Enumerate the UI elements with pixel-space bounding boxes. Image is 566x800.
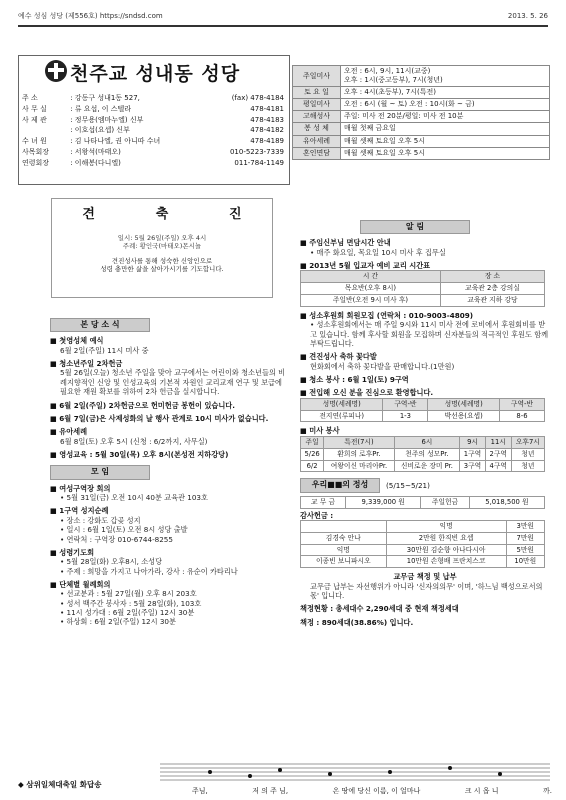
cross-logo-icon [45,60,67,82]
table-cell: 성명(세례명) [301,398,383,410]
welcome-table [300,398,545,423]
info-value: 사 제 관 : 정무용(엠마누엘) 신부 [22,115,144,124]
notice-3-text: • 성소후원회에서는 매 주일 9시와 11시 미사 전에 로비에서 후원회비를 받고 있습니다. 함께 후사할 회원을 모집하며 신자분들의 적극적인 후원도 함께 부탁드립니다. [310,320,549,349]
mass-row [293,147,550,159]
right-column [300,220,550,627]
table-cell: 목요반(오후 8시) [301,283,441,295]
item-text: • 장소 : 강화도 갑곶 성지 • 일시 : 6월 1일(토) 오전 8시 성당 출발 • 연락처 : 구역장 010-6744-8255 [60,515,188,544]
table-cell: 구역-반 [383,398,428,410]
cong-msg-2: 성령 충만한 삶을 살아가시기를 기도합니다. [100,265,224,274]
tithe-status-1: 책정현황 : 총세대수 2,290세대 중 현재 책정세대 [300,604,459,614]
left-column [50,318,290,627]
table-row [301,283,545,295]
item-heading: ■ 6월 7일(금)은 사제성화의 날 행사 관계로 10시 미사가 없습니다. [50,413,269,423]
table-row [301,436,545,448]
table-row [301,496,545,508]
table-cell: 익명 [386,520,506,532]
table-cell: 주일반(오전 9시 미사 후) [301,295,441,307]
table-cell: 5,018,500 원 [469,496,544,508]
table-cell: 1-3 [383,410,428,422]
info-row [22,137,284,148]
item-heading: ■ 청소년주일 2차헌금 [50,359,123,369]
mass-row [293,111,550,123]
mass-key: 유아세례 [293,135,341,147]
item-heading: ■ 단체별 월례회의 [50,579,111,589]
info-row [22,159,284,170]
table-cell: 3만원 [506,520,544,532]
notice-2: ■ 2013년 5월 입교자 예비 교리 시간표 [300,261,431,271]
table-cell: 6시 [394,436,459,448]
item-heading: ■ 영성교육 : 5월 30일(목) 오후 8시(본성전 지하강당) [50,449,229,459]
mass-row [293,135,550,147]
table-cell: 환희의 로후Pr. [324,448,394,460]
mass-value: 주일: 미사 전 20분/평일: 미사 전 10분 [341,111,550,123]
tithe-title: 교무금 책정 및 납부 [393,572,457,582]
table-cell: 주일헌금 [421,496,470,508]
mass-schedule-table [292,65,550,160]
info-row [22,94,284,105]
cong-msg-1: 견진성사를 통해 성숙한 신앙인으로 [111,256,213,265]
cong-char-1: 견 [82,207,95,222]
table-cell: 김경숙 안나 [301,532,387,544]
lyrics [192,787,552,796]
table-cell: 5/26 [301,448,324,460]
item-heading: ■ 첫영성체 예식 [50,336,104,346]
table-cell: 익명 [301,544,387,556]
table-cell: 1구역 [460,448,486,460]
table-row [301,410,545,422]
table-row [301,460,545,472]
tithe-status-2: 책정 : 890세대(38.86%) 입니다. [300,617,414,627]
item-heading: ■ 여성구역장 회의 [50,483,111,493]
table-cell: 청년 [511,460,544,472]
table-cell: 교육관 지하 강당 [440,295,544,307]
table-cell: 성명(세례명) [428,398,500,410]
notice-4-text: 현화회에서 축하 꽃다발을 판매합니다.(1만원) [310,361,455,371]
info-row [22,148,284,159]
parish-title: 천주교 성내동 성당 [70,63,241,85]
mass-key: 고해성사 [293,111,341,123]
table-cell: 9시 [460,436,486,448]
mass-service-table [300,436,545,472]
mass-value: 매월 첫째 금요일 [341,123,550,135]
mass-key: 주일미사 [293,66,341,87]
table-cell: 7만원 [506,532,544,544]
info-phone: 478-4182 [250,126,284,135]
notice-3: ■ 성소후원회 회원모집 (연락처 : 010-9003-4809) [300,310,474,320]
table-cell: 교육관 2층 강의실 [440,283,544,295]
table-cell: 천주의 성모Pr. [394,448,459,460]
lyric-segment: 크 시 옵 니 [464,787,499,795]
table-row [301,556,545,568]
table-cell: 특전(7시) [324,436,394,448]
table-cell: 10만원 손형배 프란치스코 [386,556,506,568]
table-cell: 30만원 김순향 아나다시아 [386,544,506,556]
table-cell: 박선용(요셉) [428,410,500,422]
table-row [301,271,545,283]
notice-7: ■ 미사 봉사 [300,426,340,436]
cong-celebrant: 주례: 황인국(마태오)몬시뇰 [122,242,202,251]
item-heading: ■ 유아세례 [50,427,88,437]
table-cell: 2구역 [485,448,511,460]
mass-value: 오후 : 4시(초등부), 7시(특전) [341,87,550,99]
contact-info [22,94,284,170]
offering-header: 우리■■의 정성 [300,478,380,492]
info-row [22,105,284,116]
table-cell: 교 무 금 [301,496,346,508]
mass-row [293,87,550,99]
cong-date: 일시: 5월 26일(주일) 오후 4시 [117,233,207,242]
info-key: 연령회장 [22,158,50,167]
info-row [22,126,284,137]
table-cell: 시 간 [301,271,441,283]
lyric-segment: 까. [542,787,552,795]
table-cell: 오후7시 [511,436,544,448]
notice-6: ■ 전입해 오신 분을 진심으로 환영합니다. [300,388,434,398]
mass-key: 평일미사 [293,99,341,111]
cong-char-3: 진 [229,207,242,222]
thanks-table [300,520,545,568]
topbar-left: 예수 성심 성당 (제556호) https://sndsd.com [18,12,163,20]
info-value: 수 녀 원 : 김 나타나엘, 권 아니따 수녀 [22,137,161,146]
table-row [301,398,545,410]
table-row [301,520,545,532]
table-cell: 4구역 [485,460,511,472]
catechism-table [300,270,545,306]
notice-4: ■ 견진성사 축하 꽃다발 [300,352,377,362]
parish-news-header: 본 당 소 식 [50,318,150,332]
item-text: • 선교분과 : 5월 27일(월) 오후 8시 203호 • 성서 백주간 봉사자 : 5월 28일(화), 103호 • 11시 성가대 : 6월 2일(주일) 12시 30분 • 하상회 : 6월 2일(주일) 12시 30분 [60,589,202,627]
mass-key: 혼인면담 [293,147,341,159]
table-row [301,532,545,544]
info-key: 주 소 [22,94,38,102]
table-cell: 6/2 [301,460,324,472]
topbar-date: 2013. 5. 26 [507,12,548,20]
mass-row [293,66,550,87]
table-cell: 10만원 [506,556,544,568]
table-cell: 2만원 한직빈 요셉 [386,532,506,544]
music-staff [160,762,550,782]
table-cell: 5만원 [506,544,544,556]
thanks-label: 감사헌금 : [300,510,334,520]
table-row [301,448,545,460]
table-cell: 3구역 [460,460,486,472]
mass-key: 봉 성 체 [293,123,341,135]
table-cell: 신비로운 장미 Pr. [394,460,459,472]
offering-table [300,496,545,509]
table-cell: 청년 [511,448,544,460]
mass-row [293,123,550,135]
table-cell [301,520,387,532]
table-cell: 11시 [485,436,511,448]
mass-value: 매월 셋째 토요일 오후 5시 [341,135,550,147]
info-value: 사 무 실 : 류 요섭, 이 스텔라 [22,104,132,113]
notice-1: ■ 주임신부님 면담시간 안내 [300,238,391,248]
table-cell: 장 소 [440,271,544,283]
confirmation-box [51,198,273,298]
info-phone: 478-4181 [250,104,284,113]
mass-value: 매월 셋째 토요일 오후 5시 [341,147,550,159]
table-cell: 주일 [301,436,324,448]
notice-header: 알 림 [360,220,470,234]
lyric-segment: 저 의 주 님, [252,787,289,795]
item-text: 5월 26일(오늘) 청소년 주일을 맞아 교구에서는 어린이와 청소년들의 비례지향적인 신앙 및 인성교육의 기본적 자원인 교리교재 연구 및 보급에 필요한 재원 확보를 위하여 2차 헌금을 실시합니다. [60,368,286,397]
mass-value: 오전 : 6시 (월 ~ 토) 오전 : 10시(화 ~ 금) [341,99,550,111]
offering-period: (5/15~5/21) [386,480,430,490]
item-text: 6월 2일(주일) 11시 미사 중 [60,345,149,355]
info-key: 사 제 관 [22,115,47,124]
info-key: 사목회장 [22,147,50,156]
notice-1-text: • 매주 화요일, 목요일 10시 미사 후 집무실 [310,247,446,257]
table-row [301,295,545,307]
psalm-label: ◆ 삼위일체대축일 화답송 [18,780,102,789]
info-value: : 이호섭(요셉) 신부 [68,126,130,135]
info-value: 주 소 : 강동구 성내1동 527, [22,94,140,102]
item-text: 6월 8일(토) 오후 5시 (신청 : 6/2까지, 사무실) [60,436,208,446]
item-heading: ■ 6월 2일(주일) 2차헌금으로 헌미헌금 봉헌이 있습니다. [50,400,235,410]
tithe-text: 교무금 납부는 자선행위가 아니라 '신자의의무' 이며, '하느님 백성으로서의 몫' 입니다. [310,581,543,600]
notice-5: ■ 청소 봉사 : 6월 1일(토) 9구역 [300,375,409,385]
table-cell: 8-6 [499,410,544,422]
header-rule [18,25,548,27]
mass-key: 토 요 일 [293,87,341,99]
cong-char-2: 축 [155,207,169,222]
info-key: 사 무 실 [22,104,47,113]
info-key: 수 녀 원 [22,137,47,146]
table-cell: 전지연(루피나) [301,410,383,422]
info-phone: 478-4183 [250,115,284,124]
item-text: • 5월 31일(금) 오전 10시 40분 교육관 103호 [60,493,208,503]
info-phone: 011-784-1149 [234,158,284,167]
item-heading: ■ 1구역 성지순례 [50,506,109,516]
table-row [301,544,545,556]
table-cell: 9,339,000 원 [346,496,421,508]
info-phone: (fax) 478-4184 [231,94,284,102]
item-text: • 5월 28일(화) 오후8시, 소성당 • 주제 : 희망을 가지고 나아가라, 강사 : 유순이 카타리나 [60,557,238,576]
table-cell: 구역-반 [499,398,544,410]
info-phone: 478-4189 [250,137,284,146]
table-cell: 여왕이신 마리아Pr. [324,460,394,472]
lyric-segment: 주님, [192,787,208,795]
mass-value: 오전 : 6시, 9시, 11시(교중) 오후 : 1시(중고등부), 7시(청년) [341,66,550,87]
top-bar [18,12,548,21]
lyric-segment: 온 땅에 당신 이름, 이 얼마나 [332,787,421,795]
info-row [22,116,284,127]
info-phone: 010-5223-7339 [229,147,284,156]
mass-row [293,99,550,111]
info-value: 사목회장 : 서왕석(마태오) [22,147,121,156]
table-cell: 이종빈 보니파시오 [301,556,387,568]
meetings-header: 모 임 [50,465,150,479]
info-value: 연령회장 : 이해봉(다니엘) [22,158,121,167]
item-heading: ■ 성령기도회 [50,547,95,557]
